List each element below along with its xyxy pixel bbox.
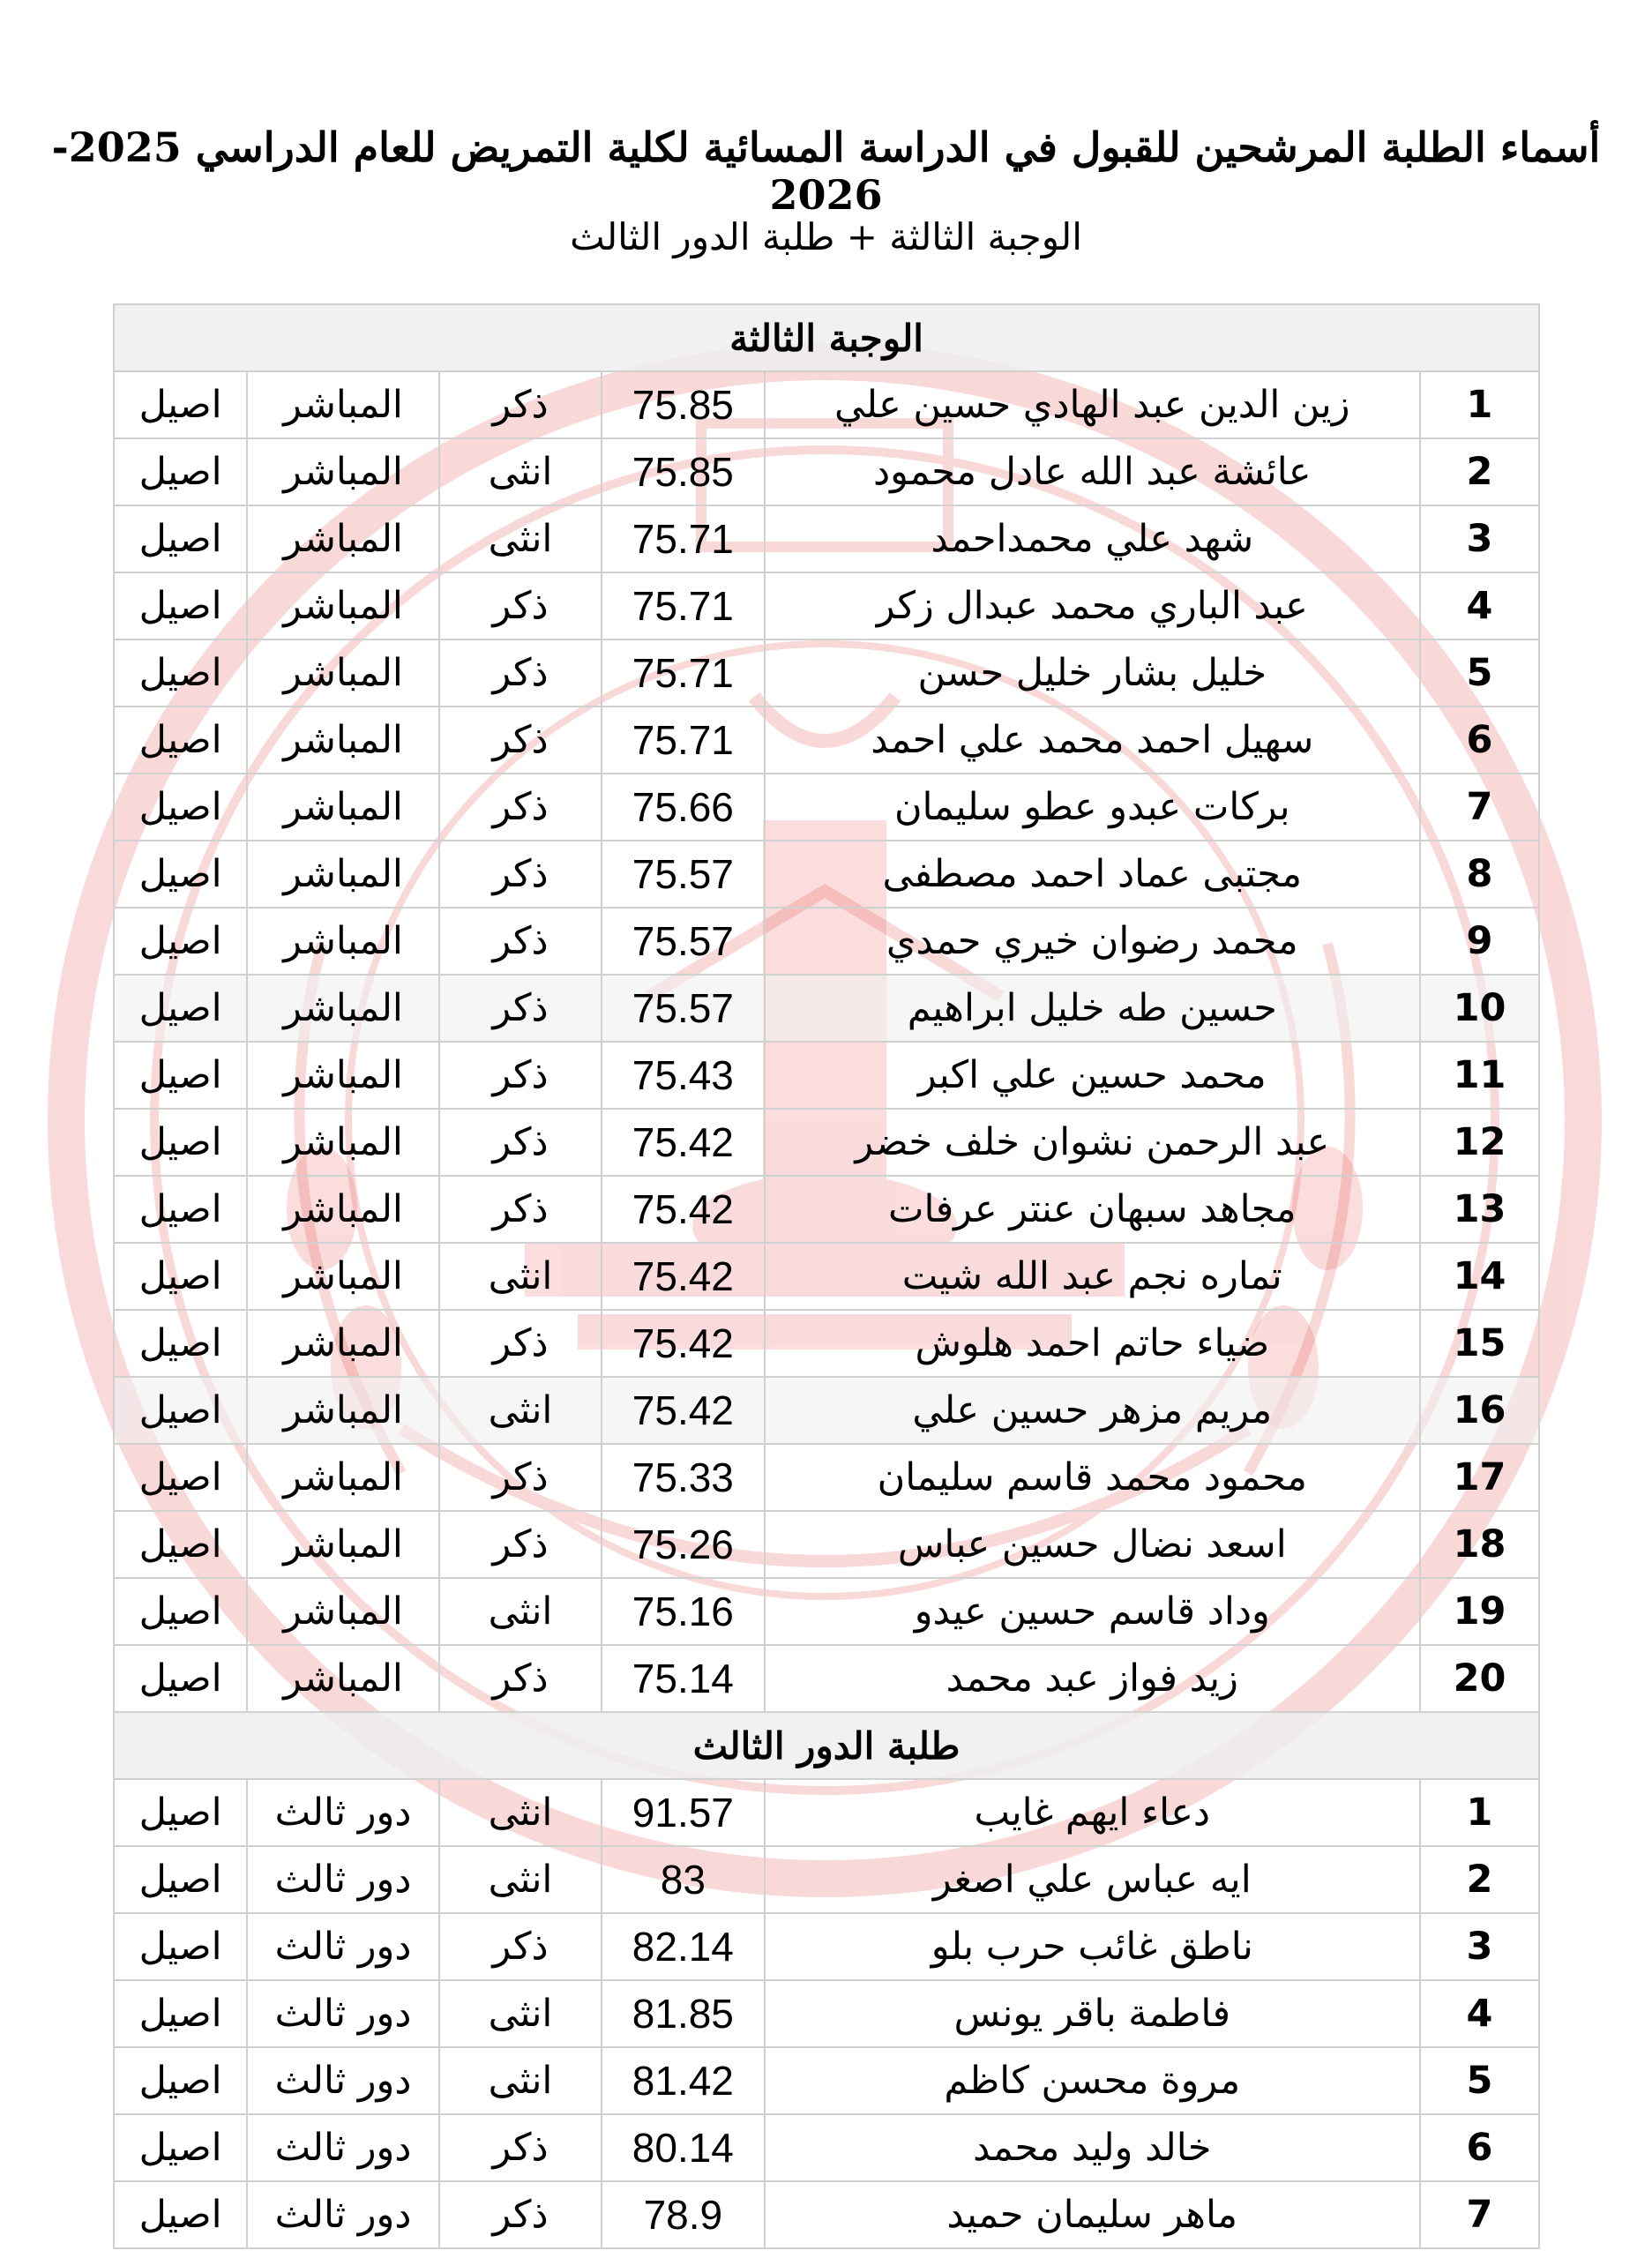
student-name-cell: وداد قاسم حسين عيدو	[765, 1578, 1420, 1645]
status-cell: اصيل	[114, 1511, 247, 1578]
student-name-cell: محمود محمد قاسم سليمان	[765, 1444, 1420, 1511]
admission-channel-cell: المباشر	[247, 1578, 439, 1645]
admission-channel-cell: المباشر	[247, 639, 439, 707]
status-cell: اصيل	[114, 841, 247, 908]
average-score-cell: 75.14	[602, 1645, 764, 1712]
table-row	[114, 1042, 1539, 1109]
average-score-cell: 75.33	[602, 1444, 764, 1511]
status-cell: اصيل	[114, 1377, 247, 1444]
student-name-cell: دعاء ايهم غايب	[765, 1779, 1420, 1846]
admission-channel-cell: المباشر	[247, 975, 439, 1042]
gender-cell: انثى	[439, 1377, 602, 1444]
table-row	[114, 2047, 1539, 2114]
status-cell: اصيل	[114, 2181, 247, 2248]
table-row	[114, 908, 1539, 975]
average-score-cell: 75.71	[602, 505, 764, 572]
row-number-cell: 17	[1420, 1444, 1539, 1511]
student-name-cell: ضياء حاتم احمد هلوش	[765, 1310, 1420, 1377]
gender-cell: ذكر	[439, 908, 602, 975]
table-row	[114, 1578, 1539, 1645]
table-row	[114, 2181, 1539, 2248]
gender-cell: انثى	[439, 1980, 602, 2047]
average-score-cell: 81.42	[602, 2047, 764, 2114]
average-score-cell: 75.66	[602, 774, 764, 841]
gender-cell: ذكر	[439, 371, 602, 438]
row-number-cell: 3	[1420, 505, 1539, 572]
gender-cell: انثى	[439, 1243, 602, 1310]
admission-channel-cell: المباشر	[247, 1109, 439, 1176]
row-number-cell: 5	[1420, 2047, 1539, 2114]
status-cell: اصيل	[114, 1578, 247, 1645]
admission-channel-cell: المباشر	[247, 1243, 439, 1310]
section-heading: الوجبة الثالثة	[114, 304, 1539, 371]
admission-channel-cell: المباشر	[247, 1042, 439, 1109]
student-name-cell: بركات عبدو عطو سليمان	[765, 774, 1420, 841]
status-cell: اصيل	[114, 1444, 247, 1511]
gender-cell: انثى	[439, 505, 602, 572]
admission-channel-cell: المباشر	[247, 1645, 439, 1712]
gender-cell: انثى	[439, 1846, 602, 1913]
student-name-cell: شهد علي محمداحمد	[765, 505, 1420, 572]
row-number-cell: 4	[1420, 572, 1539, 639]
table-row	[114, 1377, 1539, 1444]
gender-cell: ذكر	[439, 1645, 602, 1712]
row-number-cell: 12	[1420, 1109, 1539, 1176]
student-name-cell: عبد الرحمن نشوان خلف خضر	[765, 1109, 1420, 1176]
admission-channel-cell: دور ثالث	[247, 2181, 439, 2248]
student-name-cell: مجتبى عماد احمد مصطفى	[765, 841, 1420, 908]
admission-channel-cell: المباشر	[247, 841, 439, 908]
admission-channel-cell: المباشر	[247, 438, 439, 505]
status-cell: اصيل	[114, 438, 247, 505]
gender-cell: ذكر	[439, 1444, 602, 1511]
table-row	[114, 371, 1539, 438]
student-name-cell: مجاهد سبهان عنتر عرفات	[765, 1176, 1420, 1243]
student-name-cell: خليل بشار خليل حسن	[765, 639, 1420, 707]
average-score-cell: 75.42	[602, 1176, 764, 1243]
table-row	[114, 1176, 1539, 1243]
student-name-cell: ايه عباس علي اصغر	[765, 1846, 1420, 1913]
admission-channel-cell: المباشر	[247, 1511, 439, 1578]
average-score-cell: 75.71	[602, 572, 764, 639]
table-row	[114, 639, 1539, 707]
status-cell: اصيل	[114, 707, 247, 774]
student-name-cell: فاطمة باقر يونس	[765, 1980, 1420, 2047]
average-score-cell: 75.26	[602, 1511, 764, 1578]
admission-channel-cell: المباشر	[247, 1377, 439, 1444]
section-header-row	[114, 1712, 1539, 1779]
average-score-cell: 75.43	[602, 1042, 764, 1109]
average-score-cell: 75.42	[602, 1243, 764, 1310]
row-number-cell: 4	[1420, 1980, 1539, 2047]
row-number-cell: 7	[1420, 2181, 1539, 2248]
admission-channel-cell: المباشر	[247, 908, 439, 975]
candidates-table-body	[114, 304, 1539, 2248]
row-number-cell: 16	[1420, 1377, 1539, 1444]
average-score-cell: 75.71	[602, 707, 764, 774]
student-name-cell: زيد فواز عبد محمد	[765, 1645, 1420, 1712]
gender-cell: ذكر	[439, 1913, 602, 1980]
status-cell: اصيل	[114, 1913, 247, 1980]
student-name-cell: اسعد نضال حسين عباس	[765, 1511, 1420, 1578]
status-cell: اصيل	[114, 1310, 247, 1377]
average-score-cell: 75.57	[602, 908, 764, 975]
student-name-cell: عبد الباري محمد عبدال زكر	[765, 572, 1420, 639]
row-number-cell: 13	[1420, 1176, 1539, 1243]
average-score-cell: 75.16	[602, 1578, 764, 1645]
average-score-cell: 75.42	[602, 1377, 764, 1444]
gender-cell: ذكر	[439, 572, 602, 639]
status-cell: اصيل	[114, 975, 247, 1042]
table-row	[114, 1645, 1539, 1712]
row-number-cell: 18	[1420, 1511, 1539, 1578]
table-row	[114, 1846, 1539, 1913]
row-number-cell: 14	[1420, 1243, 1539, 1310]
section-header-row	[114, 304, 1539, 371]
status-cell: اصيل	[114, 1779, 247, 1846]
gender-cell: انثى	[439, 1779, 602, 1846]
student-name-cell: ناطق غائب حرب بلو	[765, 1913, 1420, 1980]
admission-channel-cell: المباشر	[247, 1444, 439, 1511]
average-score-cell: 83	[602, 1846, 764, 1913]
gender-cell: ذكر	[439, 707, 602, 774]
gender-cell: ذكر	[439, 975, 602, 1042]
student-name-cell: زين الدين عبد الهادي حسين علي	[765, 371, 1420, 438]
gender-cell: ذكر	[439, 639, 602, 707]
gender-cell: ذكر	[439, 2181, 602, 2248]
candidates-table	[113, 303, 1540, 2249]
table-row	[114, 1109, 1539, 1176]
average-score-cell: 80.14	[602, 2114, 764, 2181]
average-score-cell: 75.57	[602, 841, 764, 908]
gender-cell: ذكر	[439, 1176, 602, 1243]
status-cell: اصيل	[114, 1109, 247, 1176]
row-number-cell: 10	[1420, 975, 1539, 1042]
row-number-cell: 5	[1420, 639, 1539, 707]
student-name-cell: مروة محسن كاظم	[765, 2047, 1420, 2114]
gender-cell: ذكر	[439, 841, 602, 908]
row-number-cell: 20	[1420, 1645, 1539, 1712]
student-name-cell: ماهر سليمان حميد	[765, 2181, 1420, 2248]
student-name-cell: تماره نجم عبد الله شيت	[765, 1243, 1420, 1310]
status-cell: اصيل	[114, 774, 247, 841]
row-number-cell: 11	[1420, 1042, 1539, 1109]
admission-channel-cell: دور ثالث	[247, 1980, 439, 2047]
gender-cell: ذكر	[439, 1109, 602, 1176]
admission-channel-cell: المباشر	[247, 707, 439, 774]
status-cell: اصيل	[114, 572, 247, 639]
document-subtitle: الوجبة الثالثة + طلبة الدور الثالث	[570, 215, 1082, 258]
table-row	[114, 1511, 1539, 1578]
average-score-cell: 75.42	[602, 1310, 764, 1377]
average-score-cell: 75.85	[602, 371, 764, 438]
row-number-cell: 2	[1420, 1846, 1539, 1913]
table-row	[114, 1444, 1539, 1511]
table-row	[114, 438, 1539, 505]
student-name-cell: خالد وليد محمد	[765, 2114, 1420, 2181]
row-number-cell: 8	[1420, 841, 1539, 908]
admission-channel-cell: دور ثالث	[247, 1846, 439, 1913]
document-title: أسماء الطلبة المرشحين للقبول في الدراسة المسائية لكلية التمريض للعام الدراسي 2025-2026	[51, 123, 1601, 219]
status-cell: اصيل	[114, 639, 247, 707]
admission-channel-cell: المباشر	[247, 1176, 439, 1243]
average-score-cell: 75.42	[602, 1109, 764, 1176]
gender-cell: ذكر	[439, 1310, 602, 1377]
student-name-cell: محمد حسين علي اكبر	[765, 1042, 1420, 1109]
row-number-cell: 7	[1420, 774, 1539, 841]
student-name-cell: عائشة عبد الله عادل محمود	[765, 438, 1420, 505]
average-score-cell: 91.57	[602, 1779, 764, 1846]
row-number-cell: 1	[1420, 371, 1539, 438]
student-name-cell: حسين طه خليل ابراهيم	[765, 975, 1420, 1042]
table-row	[114, 841, 1539, 908]
gender-cell: انثى	[439, 2047, 602, 2114]
student-name-cell: سهيل احمد محمد علي احمد	[765, 707, 1420, 774]
row-number-cell: 2	[1420, 438, 1539, 505]
row-number-cell: 6	[1420, 707, 1539, 774]
student-name-cell: مريم مزهر حسين علي	[765, 1377, 1420, 1444]
table-row	[114, 572, 1539, 639]
admission-channel-cell: دور ثالث	[247, 1913, 439, 1980]
row-number-cell: 9	[1420, 908, 1539, 975]
table-row	[114, 1779, 1539, 1846]
row-number-cell: 1	[1420, 1779, 1539, 1846]
gender-cell: ذكر	[439, 2114, 602, 2181]
section-heading: طلبة الدور الثالث	[114, 1712, 1539, 1779]
table-row	[114, 1310, 1539, 1377]
row-number-cell: 6	[1420, 2114, 1539, 2181]
gender-cell: ذكر	[439, 774, 602, 841]
status-cell: اصيل	[114, 1645, 247, 1712]
row-number-cell: 3	[1420, 1913, 1539, 1980]
student-name-cell: محمد رضوان خيري حمدي	[765, 908, 1420, 975]
admission-channel-cell: المباشر	[247, 1310, 439, 1377]
row-number-cell: 15	[1420, 1310, 1539, 1377]
table-row	[114, 1243, 1539, 1310]
table-row	[114, 2114, 1539, 2181]
status-cell: اصيل	[114, 1243, 247, 1310]
admission-channel-cell: المباشر	[247, 572, 439, 639]
table-row	[114, 1913, 1539, 1980]
admission-channel-cell: دور ثالث	[247, 2047, 439, 2114]
table-row	[114, 1980, 1539, 2047]
average-score-cell: 75.57	[602, 975, 764, 1042]
average-score-cell: 82.14	[602, 1913, 764, 1980]
admission-channel-cell: المباشر	[247, 774, 439, 841]
table-row	[114, 975, 1539, 1042]
average-score-cell: 75.71	[602, 639, 764, 707]
status-cell: اصيل	[114, 1176, 247, 1243]
admission-channel-cell: المباشر	[247, 505, 439, 572]
status-cell: اصيل	[114, 908, 247, 975]
gender-cell: ذكر	[439, 1042, 602, 1109]
status-cell: اصيل	[114, 1980, 247, 2047]
admission-channel-cell: دور ثالث	[247, 1779, 439, 1846]
table-row	[114, 707, 1539, 774]
status-cell: اصيل	[114, 1042, 247, 1109]
average-score-cell: 78.9	[602, 2181, 764, 2248]
status-cell: اصيل	[114, 2114, 247, 2181]
gender-cell: انثى	[439, 438, 602, 505]
admission-channel-cell: المباشر	[247, 371, 439, 438]
table-row	[114, 505, 1539, 572]
gender-cell: ذكر	[439, 1511, 602, 1578]
status-cell: اصيل	[114, 505, 247, 572]
average-score-cell: 81.85	[602, 1980, 764, 2047]
table-row	[114, 774, 1539, 841]
status-cell: اصيل	[114, 371, 247, 438]
gender-cell: انثى	[439, 1578, 602, 1645]
status-cell: اصيل	[114, 1846, 247, 1913]
row-number-cell: 19	[1420, 1578, 1539, 1645]
average-score-cell: 75.85	[602, 438, 764, 505]
admission-channel-cell: دور ثالث	[247, 2114, 439, 2181]
status-cell: اصيل	[114, 2047, 247, 2114]
